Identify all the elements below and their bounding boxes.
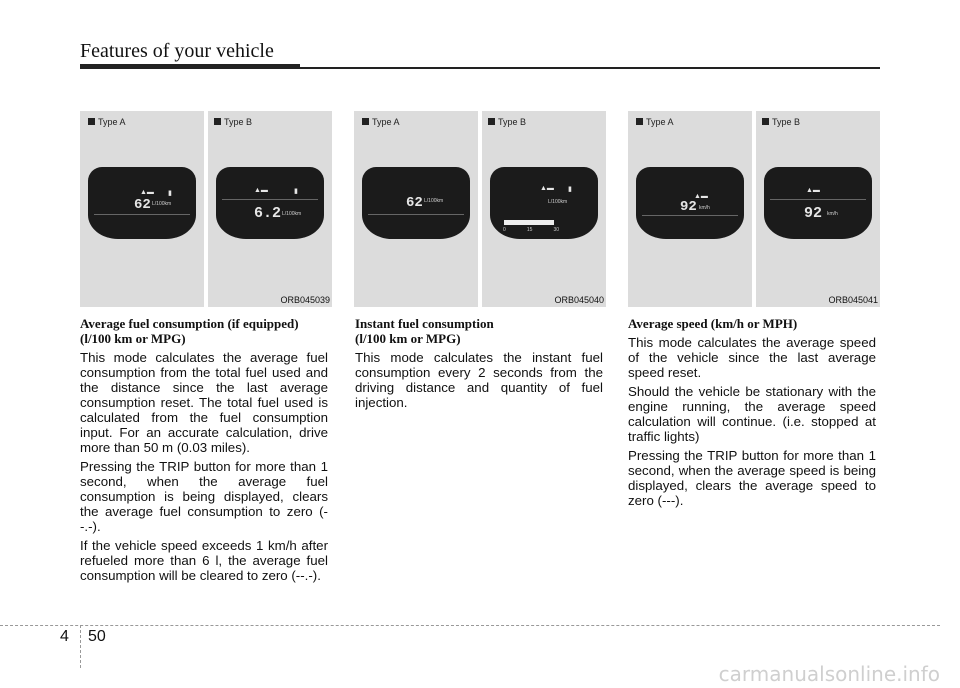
footer-rule xyxy=(0,625,940,626)
display-line xyxy=(770,199,866,200)
cluster-display xyxy=(490,167,598,239)
instant-consumption-bar xyxy=(504,220,554,225)
section-heading: Instant fuel consumption (l/100 km or MPG) xyxy=(355,316,494,346)
display-value: 62 xyxy=(406,195,423,211)
bar-scale xyxy=(503,227,559,233)
figure-average-fuel xyxy=(80,111,332,307)
paragraph: This mode calculates the instant fuel consumption every 2 seconds from the driving distance and quantity of fuel injection. xyxy=(355,350,603,410)
type-b-label: Type B xyxy=(762,117,800,127)
paragraph: This mode calculates the average speed of the vehicle since the last average speed reset. xyxy=(628,335,876,380)
display-unit: L/100km xyxy=(548,199,568,205)
display-line xyxy=(368,214,464,215)
display-unit: L/100km xyxy=(282,211,302,217)
fuel-icon: ▮ xyxy=(168,190,172,197)
display-line xyxy=(642,215,738,216)
display-unit: L/100km xyxy=(152,201,172,207)
paragraph: Pressing the TRIP button for more than 1 second, when the average fuel consumption is being displayed, clears the average fuel consumption to zero (--.-). xyxy=(80,459,328,534)
car-icon: ▲▬ xyxy=(694,193,708,200)
car-icon: ▲▬ xyxy=(140,189,154,196)
panel-type-b xyxy=(482,111,606,307)
panel-type-b xyxy=(756,111,880,307)
section-heading: Average fuel consumption (if equipped) (l/100 km or MPG) xyxy=(80,316,299,346)
display-value: 92 xyxy=(804,205,823,222)
bar-scale-min: 0 xyxy=(503,227,506,233)
type-a-label: Type A xyxy=(362,117,400,127)
type-b-label: Type B xyxy=(488,117,526,127)
figure-average-speed xyxy=(628,111,880,307)
display-value: 62 xyxy=(134,197,151,213)
section-instant-fuel xyxy=(355,316,603,414)
figure-code: ORB045041 xyxy=(828,295,878,305)
paragraph: Should the vehicle be stationary with the engine running, the average speed calculation will continue. (i.e. stopped at traffic lights) xyxy=(628,384,876,444)
display-unit: km/h xyxy=(827,211,838,217)
panel-type-a xyxy=(80,111,204,307)
display-line xyxy=(94,214,190,215)
type-b-label: Type B xyxy=(214,117,252,127)
header-rule-thin xyxy=(300,67,880,69)
car-icon: ▲▬ xyxy=(540,185,554,192)
watermark: carmanualsonline.info xyxy=(718,662,940,686)
panel-type-a xyxy=(354,111,478,307)
page-header-title: Features of your vehicle xyxy=(80,40,274,62)
bar-scale-mid: 15 xyxy=(526,227,533,233)
car-icon: ▲▬ xyxy=(806,187,820,194)
fuel-icon: ▮ xyxy=(568,186,572,193)
section-heading: Average speed (km/h or MPH) xyxy=(628,316,798,331)
display-value: 6.2 xyxy=(254,205,282,222)
chapter-number: 4 xyxy=(60,628,69,645)
paragraph: If the vehicle speed exceeds 1 km/h after refueled more than 6 l, the average fuel consumption will be cleared to zero (--.-). xyxy=(80,538,328,583)
bar-scale-max: 30 xyxy=(553,227,559,233)
cluster-display xyxy=(764,167,872,239)
type-a-label: Type A xyxy=(636,117,674,127)
paragraph: This mode calculates the average fuel consumption from the total fuel used and the distance since the last average consumption reset. The total fuel used is calculated from the fuel consumption input. For an accurate calculation, drive more than 50 m (0.03 miles). xyxy=(80,350,328,455)
display-line xyxy=(222,199,318,200)
paragraph: Pressing the TRIP button for more than 1 second, when the average speed is being displayed, clears the average speed to zero (---). xyxy=(628,448,876,508)
header-rule-thick xyxy=(80,64,300,69)
figure-code: ORB045040 xyxy=(554,295,604,305)
display-unit: L/100km xyxy=(424,198,444,204)
car-icon: ▲▬ xyxy=(254,187,268,194)
section-average-fuel xyxy=(80,316,328,587)
cluster-display xyxy=(216,167,324,239)
cluster-display xyxy=(88,167,196,239)
footer-divider xyxy=(80,625,81,668)
figure-instant-fuel xyxy=(354,111,606,307)
figure-code: ORB045039 xyxy=(280,295,330,305)
page-number: 50 xyxy=(88,628,106,645)
panel-type-b xyxy=(208,111,332,307)
cluster-display xyxy=(362,167,470,239)
display-unit: km/h xyxy=(699,205,710,211)
fuel-icon: ▮ xyxy=(294,188,298,195)
display-value: 92 xyxy=(680,199,697,215)
cluster-display xyxy=(636,167,744,239)
type-a-label: Type A xyxy=(88,117,126,127)
section-average-speed xyxy=(628,316,876,512)
panel-type-a xyxy=(628,111,752,307)
